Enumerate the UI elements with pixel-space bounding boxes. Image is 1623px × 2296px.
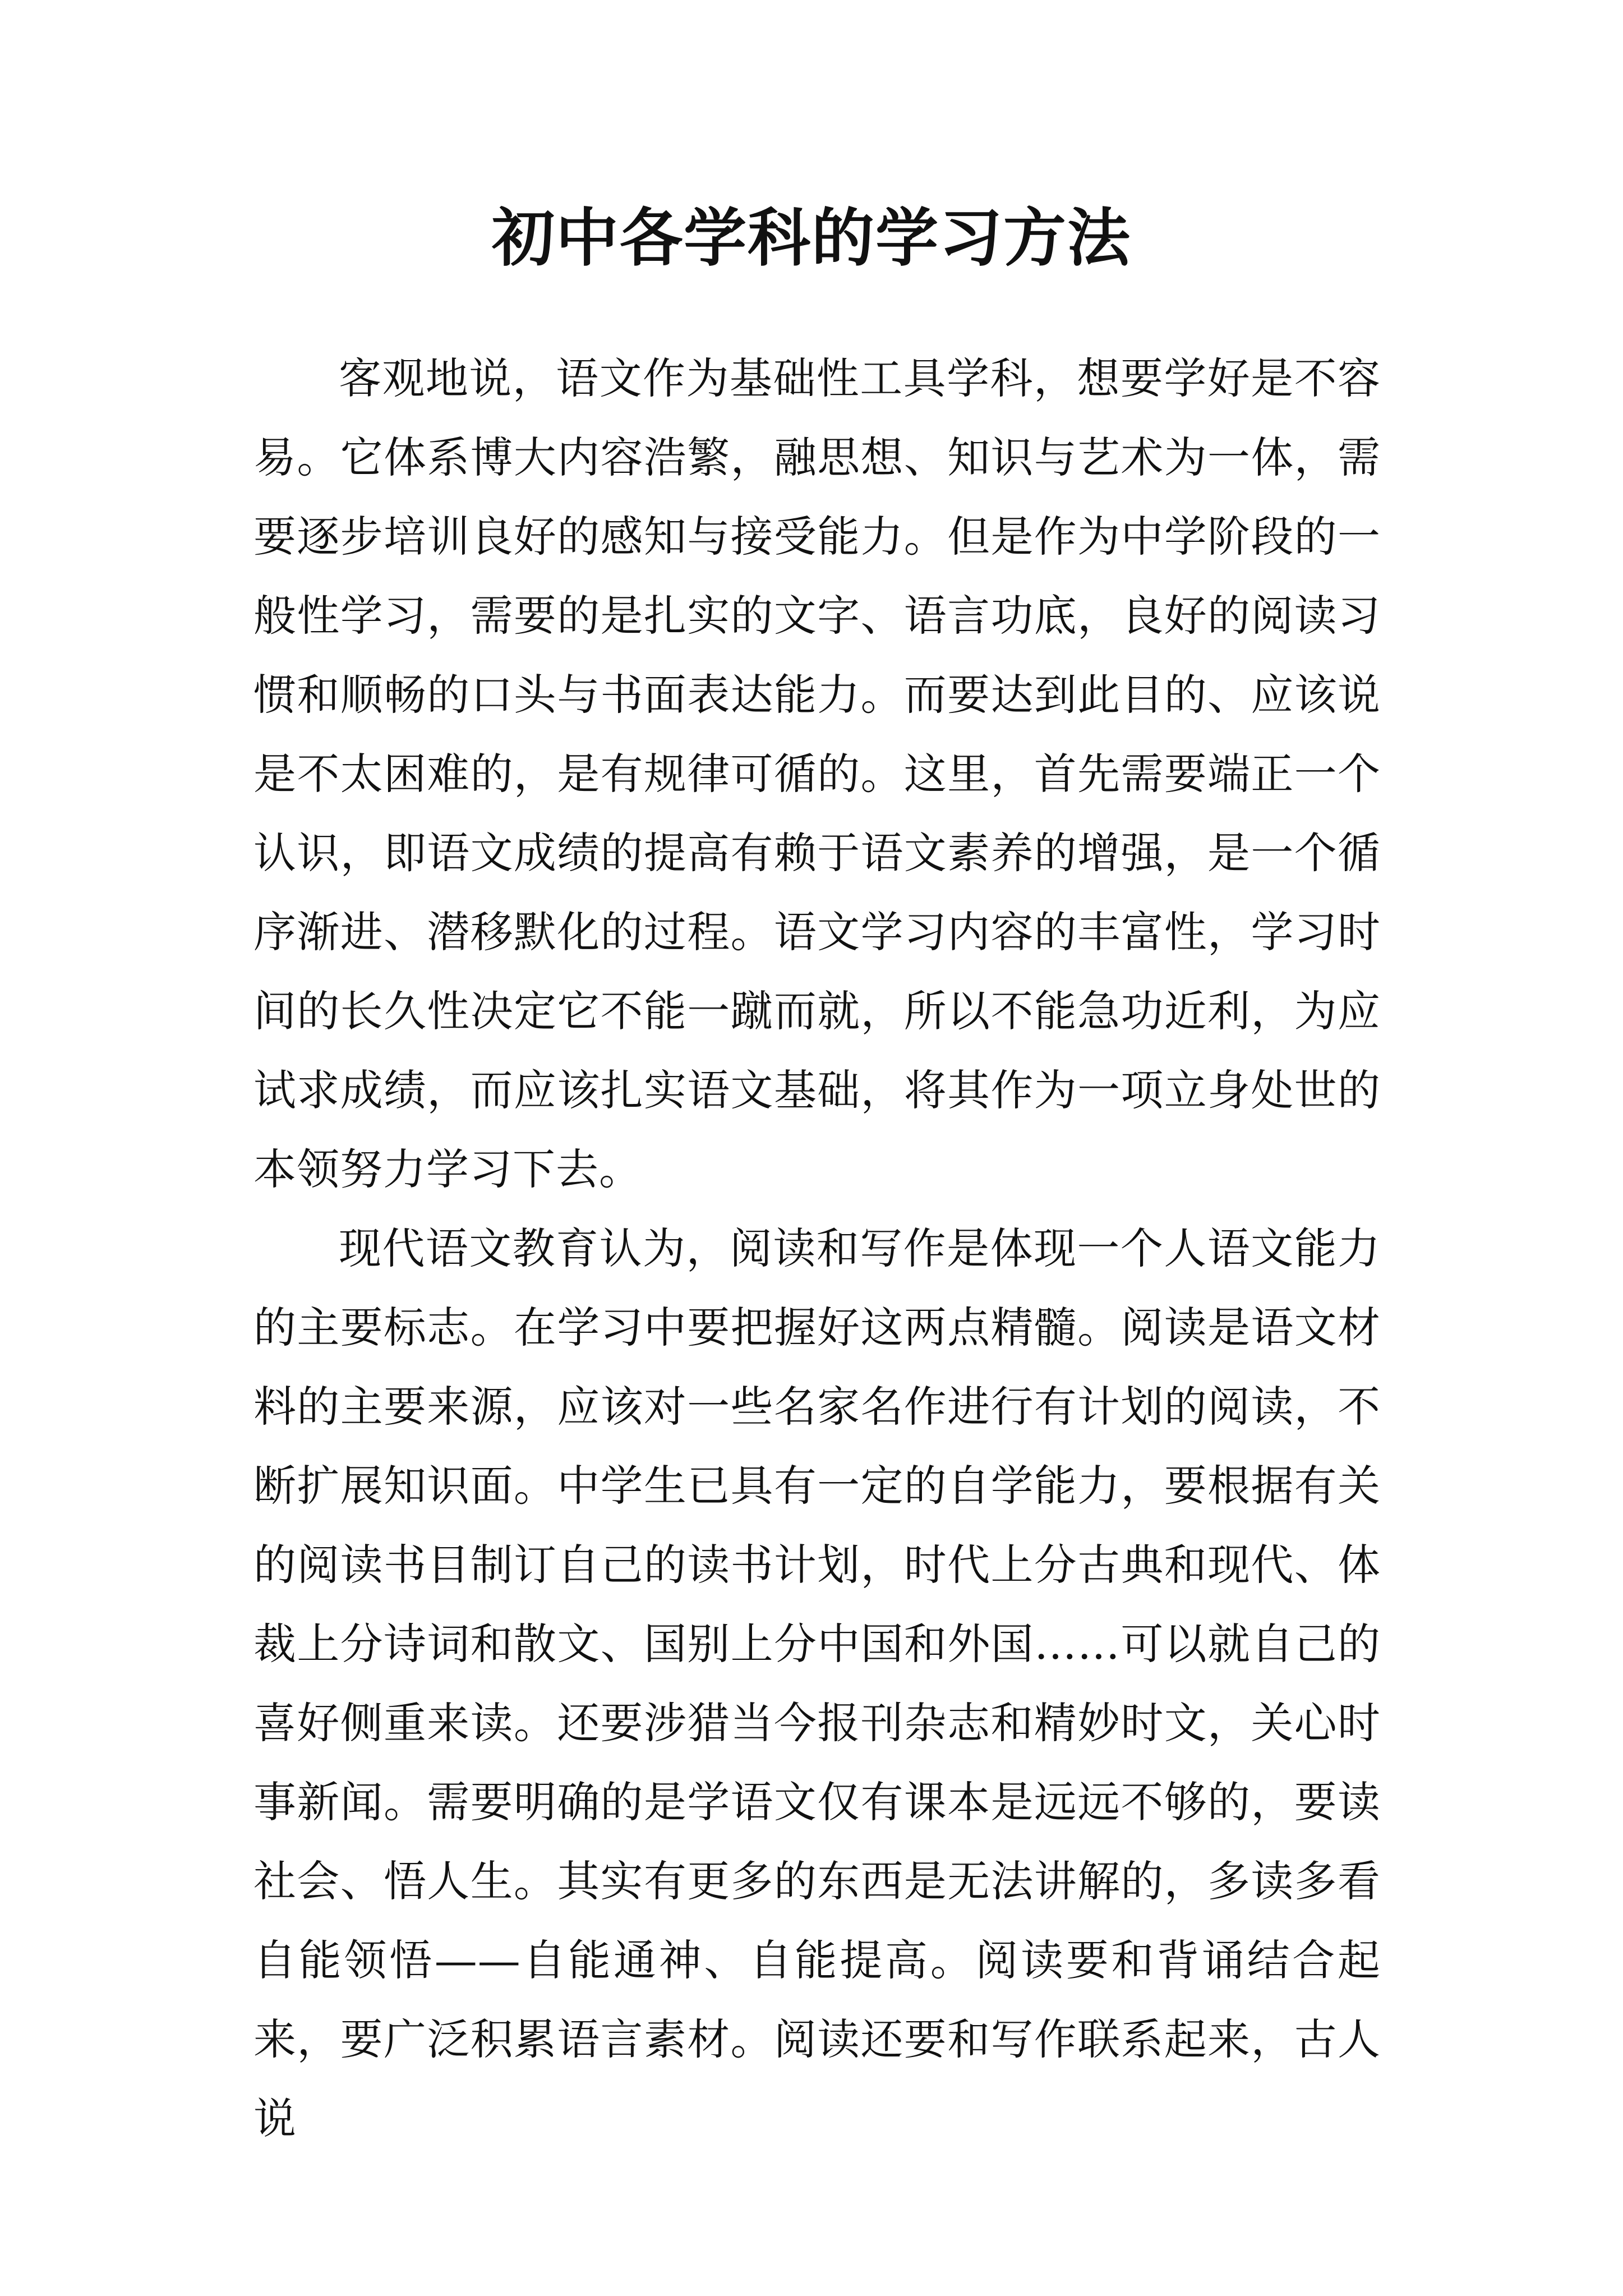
document-body: [253, 339, 1381, 2158]
paragraph-1: 客观地说，语文作为基础性工具学科，想要学好是不容易。它体系博大内容浩繁，融思想、知识与艺术为一体，需要逐步培训良好的感知与接受能力。但是作为中学阶段的一般性学习，需要的是扎实的文字、语言功底，良好的阅读习惯和顺畅的口头与书面表达能力。而要达到此目的、应该说是不太困难的，是有规律可循的。这里，首先需要端正一个认识，即语文成绩的提高有赖于语文素养的增强，是一个循序渐进、潜移默化的过程。语文学习内容的丰富性，学习时间的长久性决定它不能一蹴而就，所以不能急功近利，为应试求成绩，而应该扎实语文基础，将其作为一项立身处世的本领努力学习下去。: [253, 353, 1381, 1194]
document-title: 初中各学科的学习方法: [492, 201, 1131, 275]
paragraph-2: 现代语文教育认为，阅读和写作是体现一个人语文能力的主要标志。在学习中要把握好这两点精髓。阅读是语文材料的主要来源，应该对一些名家名作进行有计划的阅读，不断扩展知识面。中学生已具有一定的自学能力，要根据有关的阅读书目制订自己的读书计划，时代上分古典和现代、体裁上分诗词和散文、国别上分中国和外国……可以就自己的喜好侧重来读。还要涉猎当今报刊杂志和精妙时文，关心时事新闻。需要明确的是学语文仅有课本是远远不够的，要读社会、悟人生。其实有更多的东西是无法讲解的，多读多看自能领悟——自能通神、自能提高。阅读要和背诵结合起来，要广泛积累语言素材。阅读还要和写作联系起来，古人说: [253, 1223, 1381, 2143]
